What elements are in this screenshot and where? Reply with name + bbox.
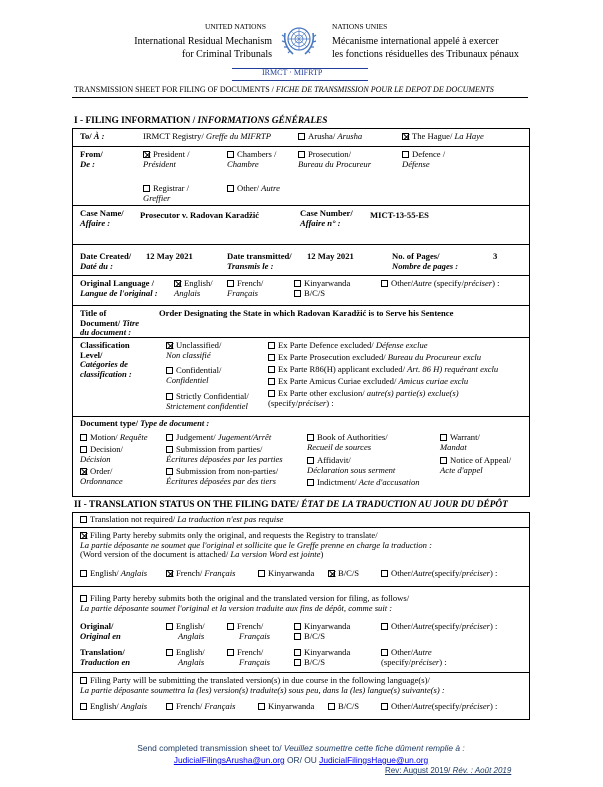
type-authorities-option[interactable]: Book of Authorities/ Recueil de sources: [307, 432, 388, 452]
opt2-other[interactable]: Other/Autre(specify/préciser) :: [381, 569, 497, 579]
opt4-bcs[interactable]: B/C/S: [328, 702, 359, 712]
trans-french[interactable]: French/ Français: [227, 648, 270, 667]
type-judgement-option[interactable]: Judgement/ Jugement/Arrêt: [166, 433, 271, 443]
opt2-french[interactable]: French/ Français: [166, 569, 235, 579]
opt4-french[interactable]: French/ Français: [166, 702, 235, 712]
checkbox-o3-french[interactable]: [227, 623, 234, 630]
checkbox-exparte-prosecution[interactable]: [268, 354, 275, 361]
checkbox-opt2-english[interactable]: [80, 570, 87, 577]
checkbox-judgement[interactable]: [166, 434, 173, 441]
orig-other[interactable]: Other/Autre(specify/préciser) :: [381, 622, 497, 632]
checkbox-submit-both[interactable]: [80, 595, 87, 602]
checkbox-prosecution[interactable]: [298, 151, 305, 158]
checkbox-exparte-other[interactable]: [268, 390, 275, 397]
type-affidavit-option[interactable]: Affidavit/ Déclaration sous serment: [307, 455, 396, 475]
section-1-title: I - FILING INFORMATION / INFORMATIONS GÉNÉRALES: [74, 116, 328, 126]
email-arusha-link[interactable]: JudicialFilingsArusha@un.org: [173, 755, 285, 765]
checkbox-confidential[interactable]: [166, 367, 173, 374]
checkbox-opt2-other[interactable]: [381, 570, 388, 577]
from-prosecution-option[interactable]: Prosecution/ Bureau du Procureur: [298, 149, 372, 169]
sheet-title: TRANSMISSION SHEET FOR FILING OF DOCUMENTS / FICHE DE TRANSMISSION POUR LE DEPOT DE DOCUMENTS: [74, 85, 494, 94]
to-label: To/ À :: [80, 131, 105, 141]
checkbox-opt2-kinyarwanda[interactable]: [258, 570, 265, 577]
checkbox-t3-english[interactable]: [166, 649, 173, 656]
exparte-amicus-option[interactable]: Ex Parte Amicus Curiae excluded/ Amicus curiae exclu: [268, 377, 468, 387]
checkbox-opt4-french[interactable]: [166, 703, 173, 710]
orig-lang-french-option[interactable]: French/ Français: [227, 278, 264, 298]
to-arusha-option[interactable]: Arusha/ Arusha: [298, 132, 362, 142]
case-name-label: Case Name/ Affaire :: [80, 208, 124, 228]
translation-not-required-option[interactable]: Translation not required/ La traduction n'est pas requise: [80, 515, 283, 525]
date-transmitted-value: 12 May 2021: [307, 251, 354, 261]
checkbox-o3-kinyarwanda[interactable]: [294, 623, 301, 630]
checkbox-t3-other[interactable]: [381, 649, 388, 656]
opt4-other[interactable]: Other/Autre(specify/préciser) :: [381, 702, 497, 712]
checkbox-orig-bcs[interactable]: [294, 290, 301, 297]
checkbox-from-other[interactable]: [227, 185, 234, 192]
header-en-line2: for Criminal Tribunals: [181, 49, 272, 60]
footer-emails: [72, 756, 530, 765]
checkbox-opt2-bcs-checked[interactable]: [328, 570, 335, 577]
to-hague-option[interactable]: The Hague/ La Haye: [402, 132, 484, 142]
checkbox-indictment[interactable]: [307, 479, 314, 486]
exparte-r86-option[interactable]: Ex Parte R86(H) applicant excluded/ Art. 86 H) requérant exclu: [268, 365, 498, 375]
checkbox-exparte-amicus[interactable]: [268, 378, 275, 385]
footer-revision: Rev: August 2019/ Rév. : Août 2019: [385, 766, 512, 775]
orig-lang-english-option[interactable]: English/ Anglais: [174, 278, 213, 298]
exparte-prosecution-option[interactable]: Ex Parte Prosecution excluded/ Bureau du Procureur exclu: [268, 353, 481, 363]
un-emblem-icon: [279, 21, 319, 61]
checkbox-orig-other[interactable]: [381, 280, 388, 287]
orig-lang-kinyarwanda-option[interactable]: Kinyarwanda: [294, 279, 350, 289]
checkbox-sub-parties[interactable]: [166, 446, 173, 453]
orig-bcs[interactable]: B/C/S: [294, 632, 325, 642]
checkbox-president-checked[interactable]: [143, 151, 150, 158]
checkbox-opt4-kinyarwanda[interactable]: [258, 703, 265, 710]
case-number-label: Case Number/ Affaire n° :: [300, 208, 353, 228]
from-president-option[interactable]: President / Président: [143, 149, 190, 169]
opt2-english[interactable]: English/ Anglais: [80, 569, 147, 579]
opt-registry-translate[interactable]: Filing Party hereby submits only the original, and requests the Registry to translate/ La partie déposante ne soumet que l'original et sollicite que le Greffe prenne en charge la traduction : (Word version of the document is attached/ La version Word est jointe): [80, 530, 432, 560]
type-sub-nonparties-option[interactable]: Submission from non-parties/ Écritures déposées par des tiers: [166, 466, 279, 486]
from-chambers-option[interactable]: Chambers / Chambre: [227, 149, 277, 169]
original-language-label: Original Language / Langue de l'original :: [80, 278, 158, 298]
checkbox-warrant[interactable]: [440, 434, 447, 441]
type-warrant-option[interactable]: Warrant/ Mandat: [440, 432, 480, 452]
checkbox-submit-later[interactable]: [80, 677, 87, 684]
doc-title-label: Title of Document/ Titre du document :: [80, 308, 140, 338]
trans-english[interactable]: English/ Anglais: [166, 648, 205, 667]
from-defence-option[interactable]: Defence / Défense: [402, 149, 446, 169]
case-name-value: Prosecutor v. Radovan Karadžić: [140, 210, 260, 220]
checkbox-unclassified-checked[interactable]: [166, 342, 173, 349]
doc-title-value: Order Designating the State in which Radovan Karadžić is to Serve his Sentence: [159, 308, 454, 318]
header-en-line1: International Residual Mechanism: [134, 36, 272, 47]
checkbox-opt2-french-checked[interactable]: [166, 570, 173, 577]
from-label: From/ De :: [80, 149, 103, 169]
checkbox-orig-kinyarwanda[interactable]: [294, 280, 301, 287]
checkbox-o3-other[interactable]: [381, 623, 388, 630]
checkbox-appeal[interactable]: [440, 457, 447, 464]
checkbox-exparte-r86[interactable]: [268, 366, 275, 373]
checkbox-sub-nonparties[interactable]: [166, 468, 173, 475]
checkbox-opt4-english[interactable]: [80, 703, 87, 710]
translation-label: Translation/ Traduction en: [80, 647, 131, 667]
header-fr-line2: les fonctions résiduelles des Tribunaux pénaux: [332, 49, 519, 60]
type-sub-parties-option[interactable]: Submission from parties/ Écritures déposées par les parties: [166, 444, 283, 464]
orig-french[interactable]: French/ Français: [227, 622, 270, 641]
checkbox-hague-checked[interactable]: [402, 133, 409, 140]
checkbox-motion[interactable]: [80, 434, 87, 441]
checkbox-registrar[interactable]: [143, 185, 150, 192]
type-indictment-option[interactable]: Indictment/ Acte d'accusation: [307, 478, 420, 488]
checkbox-t3-french[interactable]: [227, 649, 234, 656]
checkbox-arusha[interactable]: [298, 133, 305, 140]
exparte-other-option[interactable]: Ex Parte other exclusion/ autre(s) partie(s) exclue(s) (specify/préciser) :: [268, 388, 459, 408]
opt-submit-later[interactable]: Filing Party will be submitting the translated version(s) in due course in the following language(s)/ La partie déposante soumettra la (les) version(s) traduite(s) sous peu, dans la (les) langue(s) suivante(s) :: [80, 675, 445, 695]
checkbox-orig-french[interactable]: [227, 280, 234, 287]
trans-bcs[interactable]: B/C/S: [294, 658, 325, 668]
orig-lang-other-option[interactable]: Other/Autre (specify/préciser) :: [381, 279, 500, 289]
checkbox-affidavit[interactable]: [307, 457, 314, 464]
checkbox-not-required[interactable]: [80, 516, 87, 523]
class-unclassified-option[interactable]: Unclassified/ Non classifié: [166, 340, 222, 360]
email-hague-link[interactable]: JudicialFilingsHague@un.org: [319, 755, 429, 765]
footer-or: OR/ OU: [284, 755, 320, 765]
checkbox-opt4-other[interactable]: [381, 703, 388, 710]
opt4-english[interactable]: English/ Anglais: [80, 702, 147, 712]
checkbox-o3-bcs[interactable]: [294, 633, 301, 640]
pages-value: 3: [493, 251, 498, 261]
date-created-label: Date Created/ Daté du :: [80, 251, 132, 271]
orig-english[interactable]: English/ Anglais: [166, 622, 205, 641]
checkbox-defence[interactable]: [402, 151, 409, 158]
checkbox-order-checked[interactable]: [80, 468, 87, 475]
case-number-value: MICT-13-55-ES: [370, 210, 429, 220]
section-2-title: II - TRANSLATION STATUS ON THE FILING DATE/ ÉTAT DE LA TRADUCTION AU JOUR DU DÉPÔT: [74, 500, 508, 510]
checkbox-t3-bcs[interactable]: [294, 659, 301, 666]
pages-label: No. of Pages/ Nombre de pages :: [392, 251, 459, 271]
checkbox-authorities[interactable]: [307, 434, 314, 441]
header-fr-org: NATIONS UNIES: [332, 22, 388, 31]
opt2-bcs[interactable]: B/C/S: [328, 569, 359, 579]
type-order-option[interactable]: Order/ Ordonnance: [80, 466, 123, 486]
original-label: Original/ Original en: [80, 621, 121, 641]
type-appeal-option[interactable]: Notice of Appeal/ Acte d'appel: [440, 455, 512, 475]
checkbox-decision[interactable]: [80, 446, 87, 453]
checkbox-exparte-defence[interactable]: [268, 342, 275, 349]
trans-other[interactable]: Other/Autre (specify/préciser) :: [381, 647, 447, 667]
checkbox-t3-kinyarwanda[interactable]: [294, 649, 301, 656]
to-registry: IRMCT Registry/ Greffe du MIFRTP: [143, 131, 271, 141]
checkbox-opt4-bcs[interactable]: [328, 703, 335, 710]
opt2-kinyarwanda[interactable]: Kinyarwanda: [258, 569, 314, 579]
header-en-org: UNITED NATIONS: [205, 22, 266, 31]
opt-submit-both[interactable]: Filing Party hereby submits both the original and the translated version for filing, as follows/ La partie déposante soumet l'original et la version traduite aux fins de dépôt, comme suit :: [80, 593, 410, 613]
checkbox-orig-english-checked[interactable]: [174, 280, 181, 287]
date-transmitted-label: Date transmitted/ Transmis le :: [227, 251, 292, 271]
footer-send-note: Send completed transmission sheet to/ Veuillez soumettre cette fiche dûment remplie à :: [137, 743, 465, 753]
class-strictly-option[interactable]: Strictly Confidential/ Strictement confidentiel: [166, 391, 249, 411]
header-fr-line1: Mécanisme international appelé à exercer: [332, 36, 499, 47]
doc-type-label: Document type/ Type de document :: [80, 418, 210, 428]
trans-kinyarwanda[interactable]: Kinyarwanda: [294, 648, 350, 658]
type-decision-option[interactable]: Decision/ Décision: [80, 444, 123, 464]
from-other-option[interactable]: Other/ Autre: [227, 184, 280, 194]
checkbox-o3-english[interactable]: [166, 623, 173, 630]
checkbox-chambers[interactable]: [227, 151, 234, 158]
orig-lang-bcs-option[interactable]: B/C/S: [294, 289, 325, 299]
header-acronym: IRMCT · MIFRTP: [262, 68, 323, 77]
checkbox-registry-translate-checked[interactable]: [80, 532, 87, 539]
classification-label: Classification Level/ Catégories de classification :: [80, 340, 132, 379]
exparte-defence-option[interactable]: Ex Parte Defence excluded/ Défense exclue: [268, 341, 428, 351]
opt4-kinyarwanda[interactable]: Kinyarwanda: [258, 702, 314, 712]
orig-kinyarwanda[interactable]: Kinyarwanda: [294, 622, 350, 632]
type-motion-option[interactable]: Motion/ Requête: [80, 433, 148, 443]
class-confidential-option[interactable]: Confidential/ Confidentiel: [166, 365, 222, 385]
date-created-value: 12 May 2021: [146, 251, 193, 261]
from-registrar-option[interactable]: Registrar / Greffier: [143, 183, 190, 203]
checkbox-strictly-confidential[interactable]: [166, 393, 173, 400]
